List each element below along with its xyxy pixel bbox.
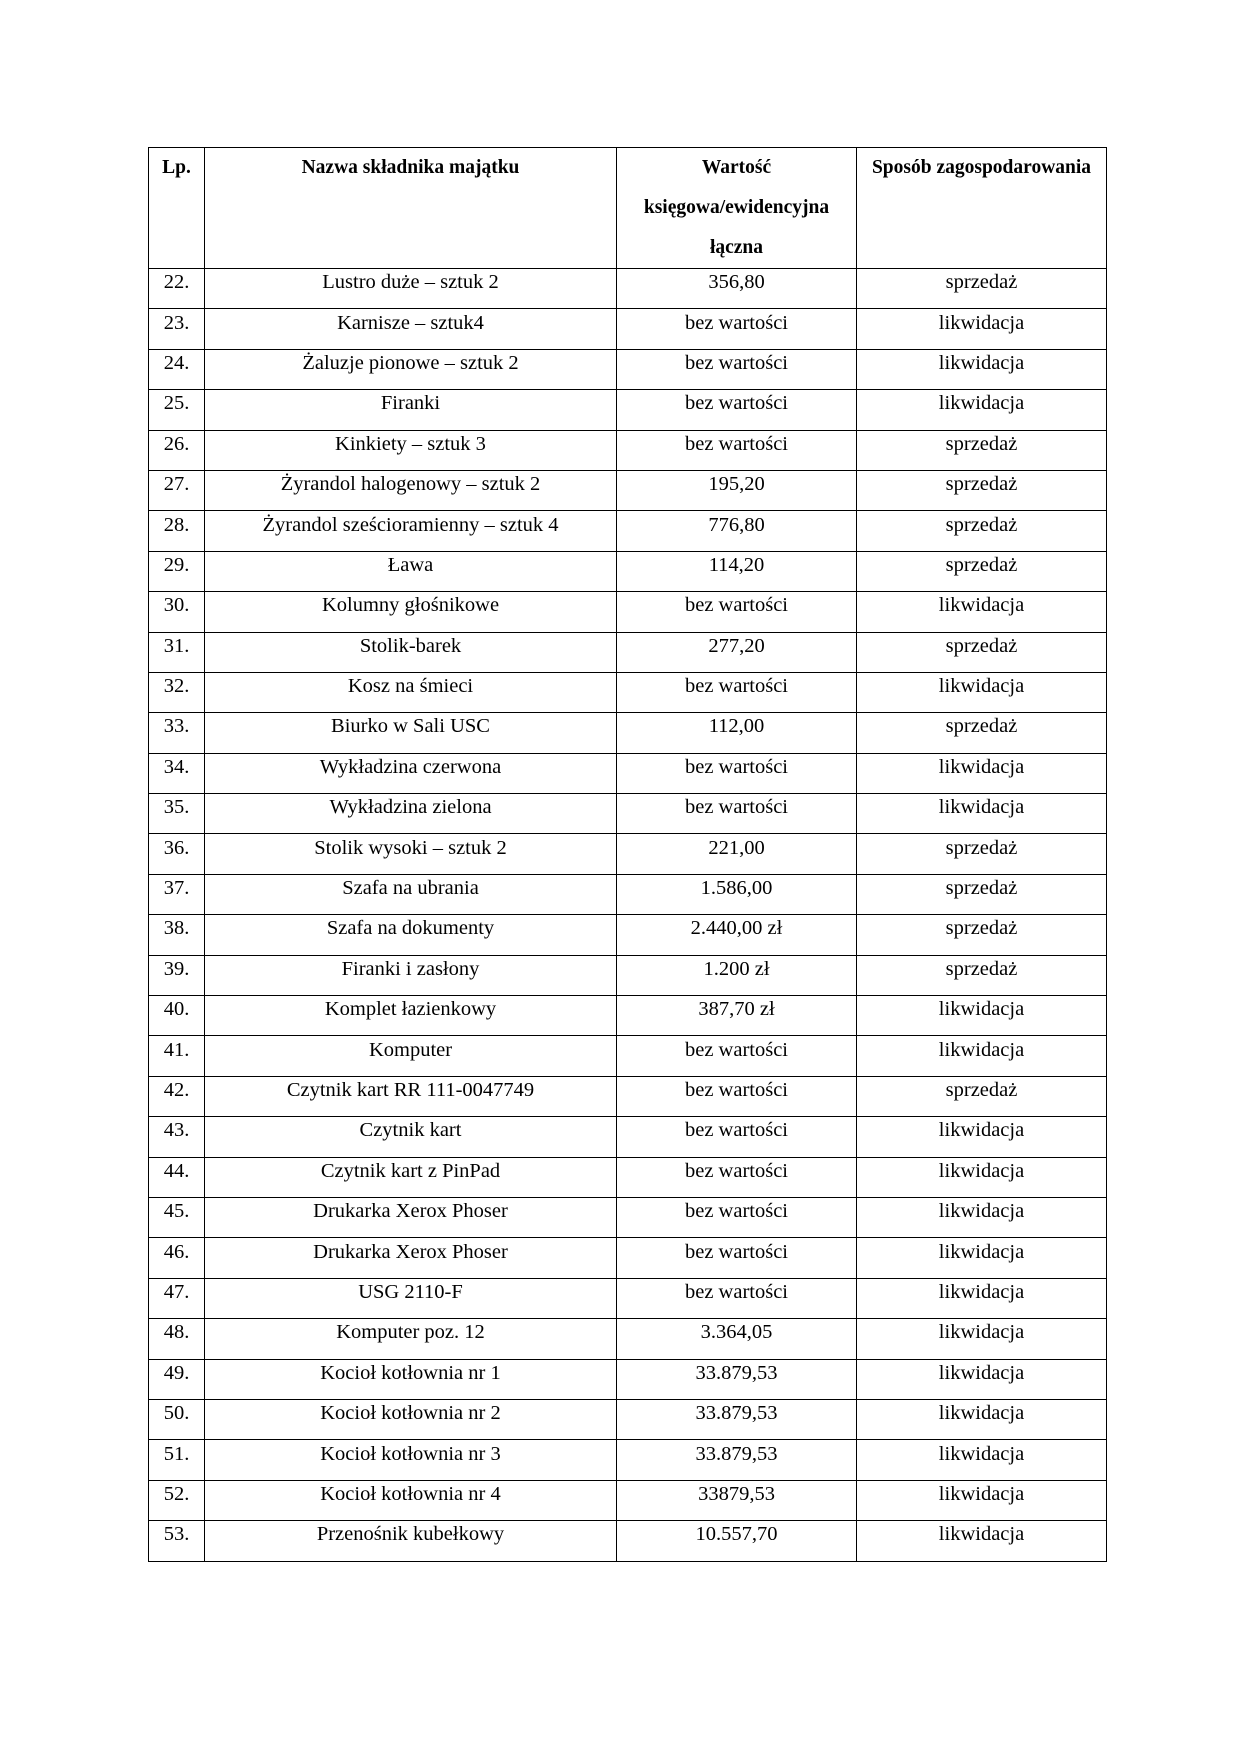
row-book-value xyxy=(617,1076,857,1116)
row-disposal-method xyxy=(857,1319,1107,1359)
row-book-value-text: 10.557,70 xyxy=(695,1523,778,1546)
row-disposal-method xyxy=(857,1117,1107,1157)
row-book-value xyxy=(617,309,857,349)
row-disposal-method xyxy=(857,955,1107,995)
row-lp xyxy=(149,1157,205,1197)
row-disposal-method-text: likwidacja xyxy=(938,1159,1025,1182)
row-asset-name xyxy=(205,551,617,591)
table-row xyxy=(149,1440,1107,1480)
row-asset-name xyxy=(205,1319,617,1359)
row-asset-name-text: Karnisze – sztuk4 xyxy=(337,311,484,334)
row-lp xyxy=(149,996,205,1036)
row-disposal-method xyxy=(857,470,1107,510)
row-book-value xyxy=(617,1319,857,1359)
table-row xyxy=(149,834,1107,874)
row-book-value-text: bez wartości xyxy=(684,755,789,778)
table-row xyxy=(149,713,1107,753)
row-book-value xyxy=(617,1399,857,1439)
row-asset-name-text: Firanki xyxy=(380,392,441,415)
table-row xyxy=(149,1238,1107,1278)
row-lp-text: 53. xyxy=(163,1523,190,1546)
row-disposal-method-text: sprzedaż xyxy=(945,432,1018,455)
row-lp xyxy=(149,672,205,712)
row-book-value-text: 33879,53 xyxy=(698,1482,775,1505)
table-row xyxy=(149,592,1107,632)
table-row xyxy=(149,1521,1107,1561)
row-asset-name-text: Kocioł kotłownia nr 4 xyxy=(320,1482,501,1505)
row-asset-name-text: Wykładzina czerwona xyxy=(319,755,502,778)
row-asset-name-text: Wykładzina zielona xyxy=(329,796,492,819)
table-row xyxy=(149,269,1107,309)
row-disposal-method xyxy=(857,1076,1107,1116)
row-book-value-text: bez wartości xyxy=(684,392,789,415)
row-lp xyxy=(149,511,205,551)
row-book-value xyxy=(617,1238,857,1278)
table-row xyxy=(149,1036,1107,1076)
row-lp-text: 46. xyxy=(163,1240,190,1263)
row-asset-name xyxy=(205,511,617,551)
row-asset-name xyxy=(205,1157,617,1197)
table-row xyxy=(149,511,1107,551)
row-asset-name xyxy=(205,1278,617,1318)
row-disposal-method-text: likwidacja xyxy=(938,351,1025,374)
table-row xyxy=(149,390,1107,430)
table-row xyxy=(149,753,1107,793)
row-book-value xyxy=(617,672,857,712)
row-book-value xyxy=(617,1440,857,1480)
table-row xyxy=(149,672,1107,712)
row-asset-name-text: Komputer poz. 12 xyxy=(336,1321,485,1344)
row-asset-name-text: USG 2110-F xyxy=(358,1280,463,1303)
row-lp xyxy=(149,794,205,834)
table-row xyxy=(149,996,1107,1036)
row-lp xyxy=(149,1117,205,1157)
row-disposal-method-text: likwidacja xyxy=(938,1402,1025,1425)
row-book-value-text: 33.879,53 xyxy=(695,1361,778,1384)
row-book-value-text: bez wartości xyxy=(684,311,789,334)
row-asset-name-text: Lustro duże – sztuk 2 xyxy=(322,271,499,294)
row-book-value xyxy=(617,794,857,834)
row-disposal-method xyxy=(857,1521,1107,1561)
row-book-value xyxy=(617,874,857,914)
row-book-value-text: 3.364,05 xyxy=(700,1321,773,1344)
row-disposal-method xyxy=(857,1480,1107,1520)
row-lp-text: 45. xyxy=(163,1200,190,1223)
row-book-value-text: bez wartości xyxy=(684,1159,789,1182)
row-disposal-method-text: likwidacja xyxy=(938,1361,1025,1384)
row-book-value-text: 776,80 xyxy=(708,513,765,536)
header-value: Wartość księgowa/ewidencyjna łączna xyxy=(617,148,857,269)
row-asset-name-text: Żyrandol halogenowy – sztuk 2 xyxy=(280,473,541,496)
row-asset-name xyxy=(205,349,617,389)
row-disposal-method xyxy=(857,390,1107,430)
row-asset-name xyxy=(205,1036,617,1076)
row-lp-text: 27. xyxy=(163,473,190,496)
row-disposal-method xyxy=(857,511,1107,551)
row-lp-text: 30. xyxy=(163,594,190,617)
row-book-value-text: 33.879,53 xyxy=(695,1402,778,1425)
row-asset-name xyxy=(205,874,617,914)
row-book-value-text: bez wartości xyxy=(684,432,789,455)
row-lp xyxy=(149,834,205,874)
row-lp xyxy=(149,1399,205,1439)
row-asset-name-text: Szafa na ubrania xyxy=(342,877,479,900)
row-disposal-method xyxy=(857,1197,1107,1237)
row-book-value-text: 1.200 zł xyxy=(703,957,770,980)
row-asset-name-text: Kocioł kotłownia nr 3 xyxy=(320,1442,501,1465)
row-lp xyxy=(149,1036,205,1076)
row-book-value xyxy=(617,349,857,389)
row-disposal-method-text: likwidacja xyxy=(938,1442,1025,1465)
row-lp-text: 32. xyxy=(163,675,190,698)
row-disposal-method xyxy=(857,1399,1107,1439)
row-book-value xyxy=(617,632,857,672)
row-lp-text: 42. xyxy=(163,1079,190,1101)
table-row xyxy=(149,1117,1107,1157)
row-asset-name xyxy=(205,269,617,309)
table-row xyxy=(149,955,1107,995)
row-disposal-method-text: sprzedaż xyxy=(945,957,1018,980)
row-book-value-text: 356,80 xyxy=(708,271,765,294)
row-asset-name-text: Stolik-barek xyxy=(359,634,462,657)
row-disposal-method-text: sprzedaż xyxy=(945,553,1018,576)
row-asset-name xyxy=(205,632,617,672)
row-book-value-text: 221,00 xyxy=(708,836,765,859)
table-row xyxy=(149,1359,1107,1399)
row-book-value-text: 33.879,53 xyxy=(695,1442,778,1465)
row-disposal-method-text: sprzedaż xyxy=(945,473,1018,496)
row-asset-name-text: Kinkiety – sztuk 3 xyxy=(335,432,486,455)
table-row xyxy=(149,1076,1107,1116)
row-lp-text: 24. xyxy=(163,351,190,374)
row-book-value xyxy=(617,834,857,874)
header-name: Nazwa składnika majątku xyxy=(205,148,617,269)
row-disposal-method-text: likwidacja xyxy=(938,311,1025,334)
row-asset-name-text: Ława xyxy=(387,553,434,576)
row-book-value xyxy=(617,1480,857,1520)
row-lp-text: 26. xyxy=(163,432,190,455)
row-lp-text: 31. xyxy=(163,634,190,657)
row-asset-name xyxy=(205,834,617,874)
asset-table xyxy=(148,147,1107,1562)
row-lp-text: 35. xyxy=(163,796,190,819)
row-book-value-text: 2.440,00 zł xyxy=(690,917,783,940)
table-row xyxy=(149,1278,1107,1318)
row-lp-text: 51. xyxy=(163,1442,190,1465)
row-disposal-method-text: sprzedaż xyxy=(945,513,1018,536)
row-lp-text: 50. xyxy=(163,1402,190,1425)
row-book-value xyxy=(617,511,857,551)
row-disposal-method-text: sprzedaż xyxy=(945,271,1018,294)
row-asset-name xyxy=(205,1117,617,1157)
row-lp xyxy=(149,551,205,591)
row-lp-text: 52. xyxy=(163,1482,190,1505)
row-book-value xyxy=(617,592,857,632)
row-book-value xyxy=(617,753,857,793)
row-lp xyxy=(149,1238,205,1278)
row-book-value-text: bez wartości xyxy=(684,675,789,698)
row-asset-name xyxy=(205,1238,617,1278)
table-row xyxy=(149,1197,1107,1237)
row-disposal-method xyxy=(857,1157,1107,1197)
row-lp xyxy=(149,753,205,793)
table-row xyxy=(149,794,1107,834)
row-disposal-method-text: likwidacja xyxy=(938,1321,1025,1344)
row-lp-text: 44. xyxy=(163,1159,190,1182)
row-asset-name xyxy=(205,592,617,632)
row-book-value-text: bez wartości xyxy=(684,1240,789,1263)
row-asset-name-text: Komputer xyxy=(368,1038,453,1061)
row-disposal-method-text: sprzedaż xyxy=(945,634,1018,657)
row-asset-name xyxy=(205,672,617,712)
row-asset-name xyxy=(205,1197,617,1237)
row-disposal-method xyxy=(857,430,1107,470)
row-book-value xyxy=(617,1278,857,1318)
table-row xyxy=(149,551,1107,591)
row-disposal-method xyxy=(857,349,1107,389)
row-lp-text: 28. xyxy=(163,513,190,536)
row-disposal-method xyxy=(857,672,1107,712)
header-row xyxy=(149,148,1107,269)
row-lp xyxy=(149,955,205,995)
row-disposal-method xyxy=(857,834,1107,874)
row-disposal-method-text: likwidacja xyxy=(938,1523,1025,1546)
row-asset-name xyxy=(205,309,617,349)
row-asset-name-text: Kolumny głośnikowe xyxy=(321,594,500,617)
row-book-value-text: bez wartości xyxy=(684,1079,789,1101)
row-asset-name-text: Czytnik kart z PinPad xyxy=(320,1159,501,1182)
row-lp xyxy=(149,430,205,470)
row-lp xyxy=(149,1197,205,1237)
row-disposal-method-text: likwidacja xyxy=(938,392,1025,415)
row-book-value-text: bez wartości xyxy=(684,594,789,617)
row-asset-name-text: Przenośnik kubełkowy xyxy=(316,1523,505,1546)
row-lp xyxy=(149,1440,205,1480)
row-asset-name xyxy=(205,1480,617,1520)
row-book-value xyxy=(617,390,857,430)
row-lp-text: 25. xyxy=(163,392,190,415)
row-asset-name xyxy=(205,753,617,793)
row-asset-name xyxy=(205,1521,617,1561)
row-lp xyxy=(149,1359,205,1399)
row-book-value xyxy=(617,269,857,309)
row-asset-name xyxy=(205,390,617,430)
row-lp-text: 41. xyxy=(163,1038,190,1061)
table-row xyxy=(149,1480,1107,1520)
row-disposal-method xyxy=(857,1359,1107,1399)
row-disposal-method-text: likwidacja xyxy=(938,594,1025,617)
table-row xyxy=(149,430,1107,470)
row-lp-text: 43. xyxy=(163,1119,190,1142)
row-lp xyxy=(149,1319,205,1359)
row-book-value-text: bez wartości xyxy=(684,796,789,819)
row-asset-name-text: Firanki i zasłony xyxy=(341,957,480,980)
row-asset-name-text: Czytnik kart RR 111-0047749 xyxy=(286,1079,535,1101)
row-disposal-method xyxy=(857,309,1107,349)
row-lp xyxy=(149,915,205,955)
row-asset-name xyxy=(205,713,617,753)
row-lp-text: 22. xyxy=(163,271,190,294)
row-asset-name xyxy=(205,1359,617,1399)
table-row xyxy=(149,1399,1107,1439)
table-row xyxy=(149,1157,1107,1197)
row-disposal-method-text: likwidacja xyxy=(938,1200,1025,1223)
row-lp xyxy=(149,874,205,914)
row-disposal-method xyxy=(857,551,1107,591)
row-disposal-method-text: sprzedaż xyxy=(945,877,1018,900)
row-asset-name xyxy=(205,1399,617,1439)
row-book-value xyxy=(617,470,857,510)
row-lp xyxy=(149,470,205,510)
row-disposal-method xyxy=(857,269,1107,309)
row-lp-text: 38. xyxy=(163,917,190,940)
asset-table-header xyxy=(149,148,1107,269)
header-disposal: Sposób zagospodarowania xyxy=(857,148,1107,269)
row-book-value-text: 114,20 xyxy=(708,553,765,576)
row-disposal-method-text: likwidacja xyxy=(938,796,1025,819)
row-disposal-method-text: likwidacja xyxy=(938,1038,1025,1061)
row-disposal-method xyxy=(857,915,1107,955)
row-book-value xyxy=(617,996,857,1036)
row-book-value xyxy=(617,1117,857,1157)
row-asset-name-text: Komplet łazienkowy xyxy=(324,998,497,1021)
row-disposal-method xyxy=(857,1036,1107,1076)
row-book-value xyxy=(617,713,857,753)
row-book-value xyxy=(617,1521,857,1561)
row-book-value-text: bez wartości xyxy=(684,351,789,374)
row-asset-name xyxy=(205,1440,617,1480)
row-book-value-text: 195,20 xyxy=(708,473,765,496)
row-book-value-text: bez wartości xyxy=(684,1200,789,1223)
row-lp-text: 36. xyxy=(163,836,190,859)
row-lp-text: 49. xyxy=(163,1361,190,1384)
table-row xyxy=(149,470,1107,510)
row-disposal-method-text: likwidacja xyxy=(938,1280,1025,1303)
row-asset-name-text: Kosz na śmieci xyxy=(347,675,474,698)
row-asset-name-text: Stolik wysoki – sztuk 2 xyxy=(314,836,507,859)
row-disposal-method xyxy=(857,592,1107,632)
row-book-value xyxy=(617,955,857,995)
row-asset-name xyxy=(205,470,617,510)
row-lp-text: 23. xyxy=(163,311,190,334)
row-disposal-method-text: likwidacja xyxy=(938,1240,1025,1263)
row-disposal-method xyxy=(857,713,1107,753)
row-disposal-method-text: sprzedaż xyxy=(945,836,1018,859)
table-row xyxy=(149,349,1107,389)
table-row xyxy=(149,915,1107,955)
row-asset-name-text: Kocioł kotłownia nr 2 xyxy=(320,1402,501,1425)
row-disposal-method-text: sprzedaż xyxy=(945,715,1018,738)
row-asset-name-text: Biurko w Sali USC xyxy=(331,715,490,738)
row-lp-text: 29. xyxy=(163,553,190,576)
row-disposal-method xyxy=(857,996,1107,1036)
row-asset-name-text: Kocioł kotłownia nr 1 xyxy=(320,1361,501,1384)
row-lp xyxy=(149,713,205,753)
row-asset-name-text: Czytnik kart xyxy=(359,1119,462,1142)
row-lp xyxy=(149,632,205,672)
row-disposal-method xyxy=(857,794,1107,834)
row-book-value-text: bez wartości xyxy=(684,1119,789,1142)
row-asset-name-text: Żaluzje pionowe – sztuk 2 xyxy=(302,351,519,374)
header-lp: Lp. xyxy=(149,148,205,269)
row-lp-text: 40. xyxy=(163,998,190,1021)
row-lp-text: 37. xyxy=(163,877,190,900)
row-disposal-method-text: sprzedaż xyxy=(945,1079,1018,1101)
row-book-value-text: bez wartości xyxy=(684,1280,789,1303)
table-row xyxy=(149,309,1107,349)
row-asset-name-text: Drukarka Xerox Phoser xyxy=(313,1200,508,1223)
row-book-value xyxy=(617,1197,857,1237)
row-book-value-text: 112,00 xyxy=(708,715,765,738)
row-lp-text: 47. xyxy=(163,1280,190,1303)
row-disposal-method xyxy=(857,874,1107,914)
row-lp-text: 48. xyxy=(163,1321,190,1344)
row-disposal-method-text: likwidacja xyxy=(938,755,1025,778)
row-book-value-text: 277,20 xyxy=(708,634,765,657)
row-book-value xyxy=(617,1157,857,1197)
row-asset-name-text: Drukarka Xerox Phoser xyxy=(313,1240,508,1263)
row-book-value-text: 1.586,00 xyxy=(700,877,773,900)
row-lp-text: 34. xyxy=(163,755,190,778)
row-disposal-method xyxy=(857,753,1107,793)
table-row xyxy=(149,874,1107,914)
row-asset-name xyxy=(205,996,617,1036)
row-book-value-text: 387,70 zł xyxy=(698,998,775,1021)
table-row xyxy=(149,1319,1107,1359)
row-book-value xyxy=(617,551,857,591)
row-book-value xyxy=(617,915,857,955)
row-lp xyxy=(149,592,205,632)
row-asset-name xyxy=(205,794,617,834)
row-lp xyxy=(149,1480,205,1520)
row-disposal-method-text: sprzedaż xyxy=(945,917,1018,940)
row-lp xyxy=(149,390,205,430)
row-lp-text: 39. xyxy=(163,957,190,980)
row-asset-name xyxy=(205,915,617,955)
asset-table-body xyxy=(149,269,1107,1562)
row-disposal-method xyxy=(857,1440,1107,1480)
row-asset-name xyxy=(205,1076,617,1116)
row-lp xyxy=(149,309,205,349)
row-lp xyxy=(149,1076,205,1116)
row-book-value xyxy=(617,430,857,470)
row-book-value xyxy=(617,1036,857,1076)
row-disposal-method-text: likwidacja xyxy=(938,675,1025,698)
row-asset-name-text: Szafa na dokumenty xyxy=(326,917,495,940)
row-lp xyxy=(149,269,205,309)
row-disposal-method xyxy=(857,1278,1107,1318)
row-asset-name xyxy=(205,955,617,995)
row-disposal-method xyxy=(857,1238,1107,1278)
row-asset-name xyxy=(205,430,617,470)
row-disposal-method-text: likwidacja xyxy=(938,1482,1025,1505)
row-lp xyxy=(149,1278,205,1318)
row-disposal-method-text: likwidacja xyxy=(938,1119,1025,1142)
row-lp xyxy=(149,1521,205,1561)
row-book-value-text: bez wartości xyxy=(684,1038,789,1061)
table-row xyxy=(149,632,1107,672)
row-disposal-method xyxy=(857,632,1107,672)
row-lp-text: 33. xyxy=(163,715,190,738)
row-lp xyxy=(149,349,205,389)
row-book-value xyxy=(617,1359,857,1399)
row-asset-name-text: Żyrandol sześcioramienny – sztuk 4 xyxy=(262,513,559,536)
row-disposal-method-text: likwidacja xyxy=(938,998,1025,1021)
